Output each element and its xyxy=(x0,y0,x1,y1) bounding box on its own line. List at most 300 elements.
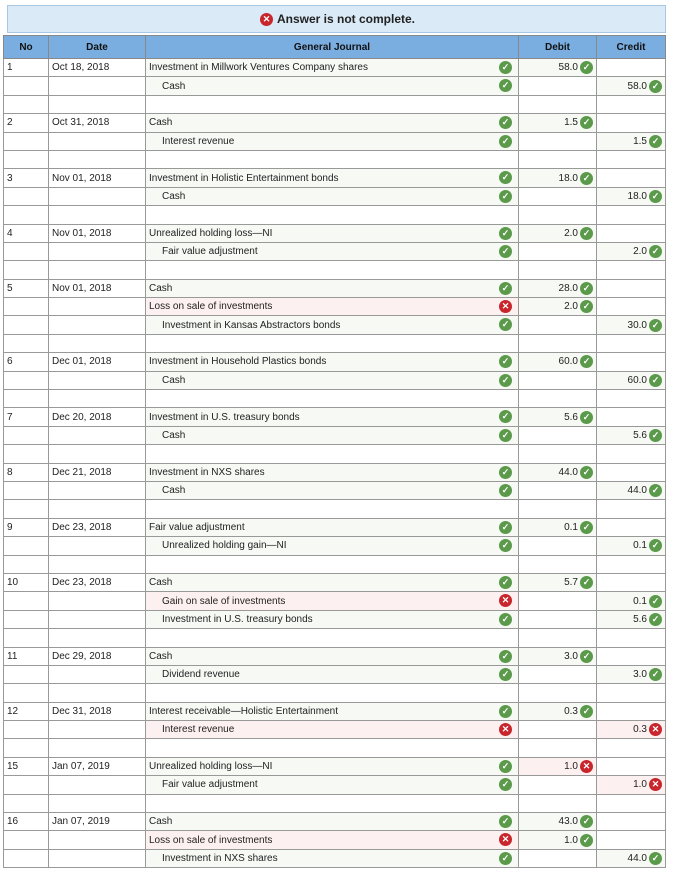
debit-cell[interactable] xyxy=(519,518,597,536)
check-icon: ✓ xyxy=(499,61,512,74)
credit-cell[interactable] xyxy=(597,169,666,187)
debit-cell-text: 18.0 xyxy=(558,172,578,184)
account-cell-text: Cash xyxy=(149,282,173,294)
account-cell[interactable] xyxy=(146,592,519,610)
entry-no-text: 1 xyxy=(7,62,13,74)
credit-cell[interactable] xyxy=(597,739,666,757)
credit-cell[interactable] xyxy=(597,757,666,775)
debit-cell[interactable] xyxy=(519,573,597,591)
account-cell[interactable] xyxy=(146,610,519,628)
check-icon: ✓ xyxy=(649,80,662,93)
check-icon: ✓ xyxy=(649,245,662,258)
account-cell[interactable] xyxy=(146,334,519,352)
debit-cell[interactable] xyxy=(519,334,597,352)
account-cell-text: Cash xyxy=(149,816,173,828)
account-cell[interactable] xyxy=(146,390,519,408)
debit-cell[interactable] xyxy=(519,298,597,316)
header-no: No xyxy=(4,36,49,59)
account-cell[interactable] xyxy=(146,206,519,224)
account-cell[interactable] xyxy=(146,702,519,720)
check-icon: ✓ xyxy=(580,576,593,589)
debit-cell[interactable] xyxy=(519,445,597,463)
credit-cell[interactable] xyxy=(597,114,666,132)
table-row xyxy=(4,592,666,610)
account-cell[interactable] xyxy=(146,242,519,260)
account-cell[interactable] xyxy=(146,794,519,812)
entry-date[interactable] xyxy=(49,390,146,408)
account-cell-text: Unrealized holding gain—NI xyxy=(162,540,287,552)
x-icon: ✕ xyxy=(580,760,593,773)
check-icon: ✓ xyxy=(499,760,512,773)
credit-cell[interactable] xyxy=(597,390,666,408)
entry-date[interactable] xyxy=(49,849,146,867)
account-cell[interactable] xyxy=(146,721,519,739)
account-cell[interactable] xyxy=(146,353,519,371)
account-cell[interactable] xyxy=(146,500,519,518)
check-icon: ✓ xyxy=(499,576,512,589)
debit-cell-text: 58.0 xyxy=(558,62,578,74)
blank-row xyxy=(4,150,666,168)
debit-cell[interactable] xyxy=(519,132,597,150)
entry-date-text: Jan 07, 2019 xyxy=(52,761,110,773)
debit-cell[interactable] xyxy=(519,224,597,242)
header-credit: Credit xyxy=(597,36,666,59)
check-icon: ✓ xyxy=(499,668,512,681)
entry-date[interactable] xyxy=(49,813,146,831)
debit-cell-text: 5.7 xyxy=(564,577,578,589)
credit-cell-text: 18.0 xyxy=(627,191,647,203)
credit-cell[interactable] xyxy=(597,334,666,352)
credit-cell[interactable] xyxy=(597,555,666,573)
debit-cell-text: 1.0 xyxy=(564,761,578,773)
entry-date[interactable] xyxy=(49,721,146,739)
x-icon: ✕ xyxy=(499,300,512,313)
account-cell-text: Loss on sale of investments xyxy=(149,301,273,313)
credit-cell[interactable] xyxy=(597,629,666,647)
entry-date[interactable] xyxy=(49,739,146,757)
entry-date-text: Oct 31, 2018 xyxy=(52,117,110,129)
entry-date[interactable] xyxy=(49,463,146,481)
check-icon: ✓ xyxy=(649,374,662,387)
entry-date[interactable] xyxy=(49,757,146,775)
credit-cell[interactable] xyxy=(597,371,666,389)
entry-no xyxy=(4,334,49,352)
blank-row xyxy=(4,684,666,702)
check-icon: ✓ xyxy=(499,374,512,387)
account-cell-text: Gain on sale of investments xyxy=(162,595,286,607)
table-row xyxy=(4,702,666,720)
account-cell[interactable] xyxy=(146,316,519,334)
debit-cell-text: 1.5 xyxy=(564,117,578,129)
entry-date[interactable] xyxy=(49,831,146,849)
entry-no xyxy=(4,702,49,720)
entry-no xyxy=(4,757,49,775)
account-cell[interactable] xyxy=(146,481,519,499)
credit-cell-text: 30.0 xyxy=(627,319,647,331)
x-icon: ✕ xyxy=(499,594,512,607)
debit-cell[interactable] xyxy=(519,831,597,849)
credit-cell[interactable] xyxy=(597,408,666,426)
entry-date[interactable] xyxy=(49,665,146,683)
check-icon: ✓ xyxy=(499,650,512,663)
debit-cell[interactable] xyxy=(519,95,597,113)
check-icon: ✓ xyxy=(499,282,512,295)
entry-date-text: Nov 01, 2018 xyxy=(52,172,112,184)
debit-cell[interactable] xyxy=(519,463,597,481)
x-icon: ✕ xyxy=(499,833,512,846)
debit-cell[interactable] xyxy=(519,316,597,334)
entry-date[interactable] xyxy=(49,242,146,260)
credit-cell-text: 5.6 xyxy=(633,430,647,442)
debit-cell[interactable] xyxy=(519,813,597,831)
credit-cell[interactable] xyxy=(597,242,666,260)
table-row xyxy=(4,279,666,297)
account-cell[interactable] xyxy=(146,371,519,389)
credit-cell[interactable] xyxy=(597,776,666,794)
entry-no-text: 3 xyxy=(7,172,13,184)
account-cell-text: Cash xyxy=(162,485,186,497)
entry-date[interactable] xyxy=(49,481,146,499)
debit-cell[interactable] xyxy=(519,647,597,665)
entry-date-text: Dec 23, 2018 xyxy=(52,521,112,533)
table-row xyxy=(4,59,666,77)
credit-cell-text: 1.5 xyxy=(633,135,647,147)
check-icon: ✓ xyxy=(499,79,512,92)
credit-cell[interactable] xyxy=(597,445,666,463)
entry-no xyxy=(4,261,49,279)
account-cell-text: Cash xyxy=(162,190,186,202)
entry-date[interactable] xyxy=(49,371,146,389)
entry-date[interactable] xyxy=(49,95,146,113)
credit-cell[interactable] xyxy=(597,59,666,77)
entry-date[interactable] xyxy=(49,518,146,536)
check-icon: ✓ xyxy=(580,521,593,534)
check-icon: ✓ xyxy=(499,539,512,552)
entry-no xyxy=(4,573,49,591)
debit-cell[interactable] xyxy=(519,610,597,628)
debit-cell[interactable] xyxy=(519,555,597,573)
entry-date[interactable] xyxy=(49,59,146,77)
credit-cell[interactable] xyxy=(597,95,666,113)
credit-cell[interactable] xyxy=(597,224,666,242)
table-row xyxy=(4,408,666,426)
credit-cell[interactable] xyxy=(597,500,666,518)
entry-no xyxy=(4,629,49,647)
account-cell[interactable] xyxy=(146,629,519,647)
account-cell[interactable] xyxy=(146,59,519,77)
credit-cell[interactable] xyxy=(597,537,666,555)
account-cell-text: Investment in Holistic Entertainment bonds xyxy=(149,172,339,184)
debit-cell[interactable] xyxy=(519,592,597,610)
credit-cell[interactable] xyxy=(597,831,666,849)
check-icon: ✓ xyxy=(580,411,593,424)
account-cell[interactable] xyxy=(146,169,519,187)
entry-date[interactable] xyxy=(49,169,146,187)
debit-cell[interactable] xyxy=(519,739,597,757)
entry-no xyxy=(4,390,49,408)
table-row xyxy=(4,757,666,775)
account-cell-text: Investment in NXS shares xyxy=(162,852,278,864)
account-cell[interactable] xyxy=(146,445,519,463)
account-cell[interactable] xyxy=(146,537,519,555)
entry-date[interactable] xyxy=(49,77,146,95)
account-cell[interactable] xyxy=(146,150,519,168)
account-cell[interactable] xyxy=(146,776,519,794)
debit-cell[interactable] xyxy=(519,206,597,224)
debit-cell-text: 44.0 xyxy=(558,466,578,478)
entry-date[interactable] xyxy=(49,316,146,334)
check-icon: ✓ xyxy=(499,778,512,791)
entry-no xyxy=(4,408,49,426)
entry-date[interactable] xyxy=(49,573,146,591)
entry-date[interactable] xyxy=(49,445,146,463)
account-cell-text: Unrealized holding loss—NI xyxy=(149,761,273,773)
credit-cell[interactable] xyxy=(597,481,666,499)
debit-cell[interactable] xyxy=(519,242,597,260)
credit-cell[interactable] xyxy=(597,353,666,371)
entry-no-text: 8 xyxy=(7,466,13,478)
entry-no xyxy=(4,426,49,444)
credit-cell[interactable] xyxy=(597,518,666,536)
entry-date[interactable] xyxy=(49,592,146,610)
account-cell-text: Investment in NXS shares xyxy=(149,466,265,478)
entry-date[interactable] xyxy=(49,684,146,702)
table-row xyxy=(4,610,666,628)
debit-cell[interactable] xyxy=(519,114,597,132)
table-row xyxy=(4,114,666,132)
entry-date[interactable] xyxy=(49,794,146,812)
check-icon: ✓ xyxy=(499,135,512,148)
account-cell[interactable] xyxy=(146,647,519,665)
account-cell-text: Cash xyxy=(149,650,173,662)
header-debit: Debit xyxy=(519,36,597,59)
check-icon: ✓ xyxy=(499,355,512,368)
entry-date[interactable] xyxy=(49,610,146,628)
debit-cell-text: 0.1 xyxy=(564,522,578,534)
entry-date[interactable] xyxy=(49,206,146,224)
blank-row xyxy=(4,739,666,757)
account-cell[interactable] xyxy=(146,187,519,205)
entry-no xyxy=(4,776,49,794)
credit-cell[interactable] xyxy=(597,665,666,683)
debit-cell[interactable] xyxy=(519,261,597,279)
entry-date[interactable] xyxy=(49,537,146,555)
check-icon: ✓ xyxy=(580,282,593,295)
credit-cell[interactable] xyxy=(597,610,666,628)
entry-date[interactable] xyxy=(49,150,146,168)
credit-cell[interactable] xyxy=(597,463,666,481)
entry-date-text: Dec 20, 2018 xyxy=(52,411,112,423)
entry-date[interactable] xyxy=(49,132,146,150)
account-cell[interactable] xyxy=(146,224,519,242)
debit-cell[interactable] xyxy=(519,721,597,739)
entry-date[interactable] xyxy=(49,187,146,205)
debit-cell[interactable] xyxy=(519,684,597,702)
account-cell[interactable] xyxy=(146,408,519,426)
entry-date[interactable] xyxy=(49,555,146,573)
entry-date[interactable] xyxy=(49,114,146,132)
account-cell[interactable] xyxy=(146,555,519,573)
credit-cell[interactable] xyxy=(597,316,666,334)
debit-cell[interactable] xyxy=(519,665,597,683)
entry-no xyxy=(4,77,49,95)
credit-cell[interactable] xyxy=(597,187,666,205)
check-icon: ✓ xyxy=(649,595,662,608)
debit-cell[interactable] xyxy=(519,702,597,720)
credit-cell[interactable] xyxy=(597,794,666,812)
account-cell[interactable] xyxy=(146,279,519,297)
debit-cell[interactable] xyxy=(519,849,597,867)
check-icon: ✓ xyxy=(499,705,512,718)
account-cell[interactable] xyxy=(146,463,519,481)
account-cell[interactable] xyxy=(146,757,519,775)
account-cell[interactable] xyxy=(146,426,519,444)
account-cell-text: Investment in Millwork Ventures Company shares xyxy=(149,62,368,74)
entry-no-text: 11 xyxy=(7,650,18,662)
account-cell[interactable] xyxy=(146,114,519,132)
entry-date[interactable] xyxy=(49,776,146,794)
entry-no-text: 12 xyxy=(7,705,19,717)
account-cell-text: Unrealized holding loss—NI xyxy=(149,227,273,239)
table-row xyxy=(4,132,666,150)
entry-date-text: Dec 29, 2018 xyxy=(52,650,112,662)
entry-date-text: Dec 21, 2018 xyxy=(52,466,112,478)
entry-no xyxy=(4,831,49,849)
debit-cell[interactable] xyxy=(519,371,597,389)
debit-cell[interactable] xyxy=(519,629,597,647)
credit-cell-text: 2.0 xyxy=(633,246,647,258)
table-row xyxy=(4,518,666,536)
entry-date[interactable] xyxy=(49,298,146,316)
entry-date[interactable] xyxy=(49,353,146,371)
account-cell[interactable] xyxy=(146,739,519,757)
account-cell[interactable] xyxy=(146,261,519,279)
credit-cell[interactable] xyxy=(597,592,666,610)
entry-no-text: 5 xyxy=(7,282,13,294)
blank-row xyxy=(4,794,666,812)
account-cell[interactable] xyxy=(146,849,519,867)
debit-cell-text: 2.0 xyxy=(564,227,578,239)
table-row xyxy=(4,813,666,831)
credit-cell[interactable] xyxy=(597,77,666,95)
entry-date[interactable] xyxy=(49,261,146,279)
credit-cell[interactable] xyxy=(597,721,666,739)
entry-date[interactable] xyxy=(49,408,146,426)
credit-cell[interactable] xyxy=(597,684,666,702)
account-cell[interactable] xyxy=(146,831,519,849)
x-icon: ✕ xyxy=(499,723,512,736)
blank-row xyxy=(4,206,666,224)
entry-date[interactable] xyxy=(49,334,146,352)
credit-cell[interactable] xyxy=(597,261,666,279)
credit-cell[interactable] xyxy=(597,573,666,591)
account-cell[interactable] xyxy=(146,684,519,702)
debit-cell[interactable] xyxy=(519,408,597,426)
account-cell[interactable] xyxy=(146,573,519,591)
check-icon: ✓ xyxy=(499,613,512,626)
credit-cell-text: 0.1 xyxy=(633,595,647,607)
account-cell[interactable] xyxy=(146,132,519,150)
debit-cell[interactable] xyxy=(519,353,597,371)
debit-cell[interactable] xyxy=(519,77,597,95)
table-row xyxy=(4,316,666,334)
debit-cell[interactable] xyxy=(519,279,597,297)
credit-cell[interactable] xyxy=(597,150,666,168)
credit-cell[interactable] xyxy=(597,279,666,297)
entry-no-text: 15 xyxy=(7,761,19,773)
table-row xyxy=(4,169,666,187)
account-cell[interactable] xyxy=(146,665,519,683)
debit-cell[interactable] xyxy=(519,794,597,812)
debit-cell[interactable] xyxy=(519,150,597,168)
entry-date[interactable] xyxy=(49,702,146,720)
entry-no xyxy=(4,518,49,536)
entry-date[interactable] xyxy=(49,224,146,242)
credit-cell[interactable] xyxy=(597,813,666,831)
account-cell[interactable] xyxy=(146,298,519,316)
entry-date[interactable] xyxy=(49,500,146,518)
credit-cell[interactable] xyxy=(597,647,666,665)
account-cell-text: Interest revenue xyxy=(162,135,235,147)
check-icon: ✓ xyxy=(649,484,662,497)
account-cell-text: Interest revenue xyxy=(162,724,235,736)
check-icon: ✓ xyxy=(649,135,662,148)
entry-date[interactable] xyxy=(49,426,146,444)
account-cell[interactable] xyxy=(146,813,519,831)
credit-cell-text: 1.0 xyxy=(633,779,647,791)
check-icon: ✓ xyxy=(499,190,512,203)
debit-cell[interactable] xyxy=(519,390,597,408)
debit-cell[interactable] xyxy=(519,187,597,205)
check-icon: ✓ xyxy=(499,521,512,534)
check-icon: ✓ xyxy=(649,613,662,626)
entry-no xyxy=(4,242,49,260)
debit-cell[interactable] xyxy=(519,537,597,555)
blank-row xyxy=(4,95,666,113)
credit-cell[interactable] xyxy=(597,849,666,867)
credit-cell[interactable] xyxy=(597,702,666,720)
credit-cell-text: 44.0 xyxy=(627,853,647,865)
table-row xyxy=(4,776,666,794)
debit-cell[interactable] xyxy=(519,59,597,77)
credit-cell[interactable] xyxy=(597,132,666,150)
debit-cell[interactable] xyxy=(519,500,597,518)
debit-cell[interactable] xyxy=(519,776,597,794)
account-cell[interactable] xyxy=(146,77,519,95)
debit-cell[interactable] xyxy=(519,757,597,775)
table-row xyxy=(4,831,666,849)
entry-no xyxy=(4,187,49,205)
table-row xyxy=(4,224,666,242)
debit-cell[interactable] xyxy=(519,426,597,444)
debit-cell[interactable] xyxy=(519,481,597,499)
table-row xyxy=(4,426,666,444)
entry-date[interactable] xyxy=(49,629,146,647)
debit-cell[interactable] xyxy=(519,169,597,187)
account-cell[interactable] xyxy=(146,518,519,536)
credit-cell[interactable] xyxy=(597,298,666,316)
credit-cell[interactable] xyxy=(597,206,666,224)
entry-no xyxy=(4,500,49,518)
check-icon: ✓ xyxy=(499,466,512,479)
table-row xyxy=(4,647,666,665)
blank-row xyxy=(4,555,666,573)
entry-date[interactable] xyxy=(49,279,146,297)
account-cell[interactable] xyxy=(146,95,519,113)
entry-date[interactable] xyxy=(49,647,146,665)
check-icon: ✓ xyxy=(499,116,512,129)
credit-cell[interactable] xyxy=(597,426,666,444)
